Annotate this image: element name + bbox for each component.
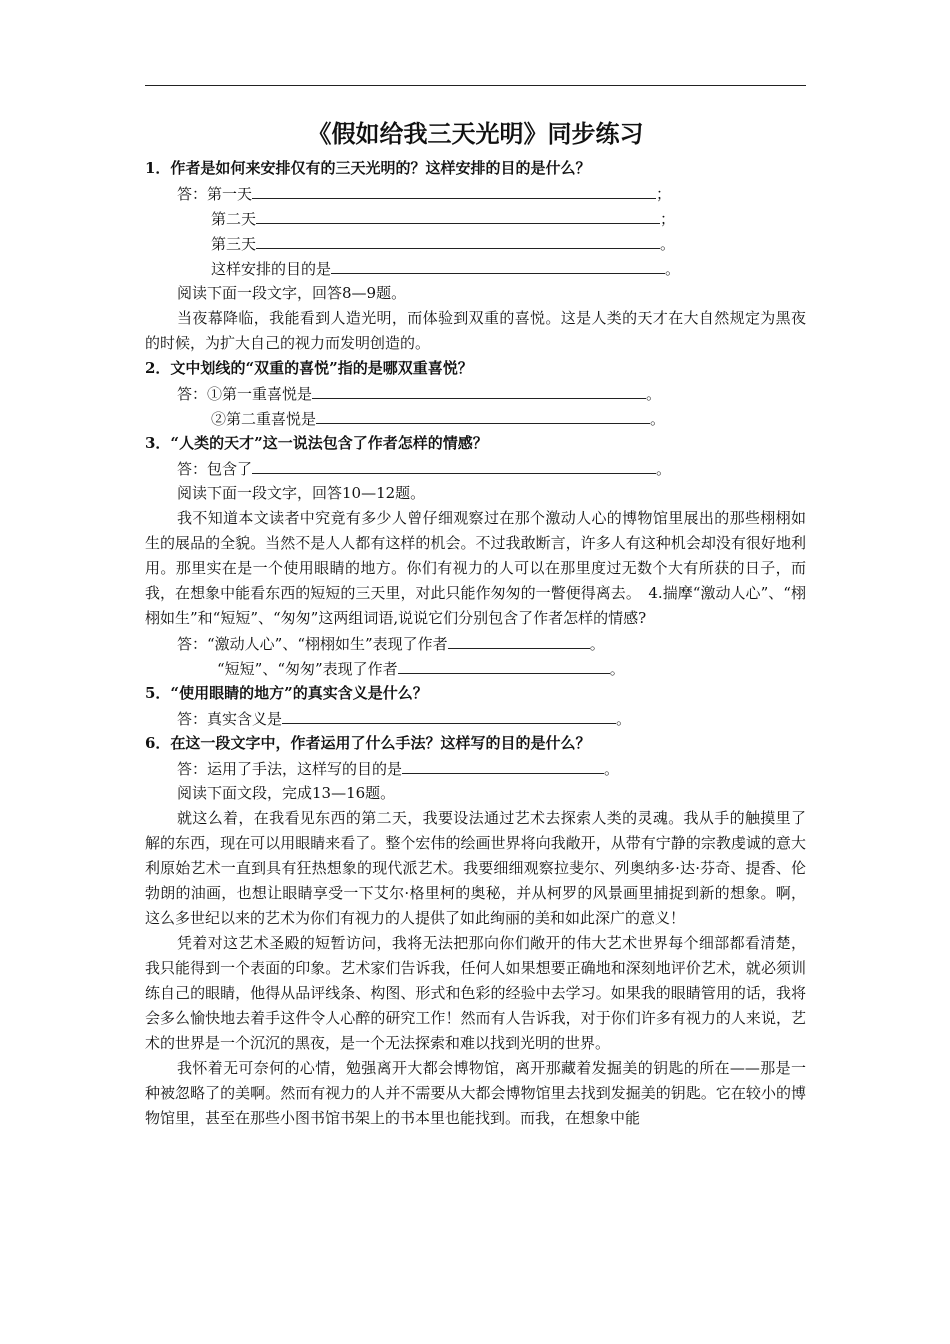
answer-blank[interactable]: [256, 206, 660, 224]
answer-line-q6: 答：运用了手法，这样写的目的是 。: [145, 756, 806, 781]
question-6: 6．在这一段文字中，作者运用了什么手法？这样写的目的是什么？: [145, 734, 591, 752]
question-5: 5．“使用眼睛的地方”的真实含义是什么？: [145, 684, 428, 702]
passage-3-paragraph-2: 凭着对这艺术圣殿的短暂访问，我将无法把那向你们敞开的伟大艺术世界每个细部都看清楚，我只能得到一个表面的印象。艺术家们告诉我，任何人如果想要正确地和深刻地评价艺术，就必须训练自己的眼睛，他得从品评线条、构图、形式和色彩的经验中去学习。如果我的眼睛管用的话，我将会多么愉快地去着手这件令人心醉的研究工作！然而有人告诉我，对于你们许多有视力的人来说，艺术的世界是一个沉沉的黑夜，是一个无法探索和难以找到光明的世界。: [145, 934, 806, 1052]
answer-line-q4-first: 答：“激动人心”、“栩栩如生”表现了作者 。: [145, 631, 806, 656]
answer-blank[interactable]: [398, 656, 610, 674]
question-3: 3．“人类的天才”这一说法包含了作者怎样的情感？: [145, 434, 488, 452]
answer-blank[interactable]: [402, 756, 604, 774]
answer-line-q5: 答：真实含义是 。: [145, 706, 806, 731]
reading-intro-2: 阅读下面一段文字，回答10—12题。: [177, 484, 426, 502]
question-2: 2．文中划线的“双重的喜悦”指的是哪双重喜悦？: [145, 359, 473, 377]
answer-blank[interactable]: [252, 181, 656, 199]
answer-blank[interactable]: [252, 456, 656, 474]
answer-blank[interactable]: [256, 231, 660, 249]
header-rule: [145, 85, 806, 86]
answer-blank[interactable]: [312, 381, 646, 399]
answer-blank[interactable]: [448, 631, 590, 649]
passage-3-paragraph-1: 就这么着，在我看见东西的第二天，我要设法通过艺术去探索人类的灵魂。我从手的触摸里了解的东西，现在可以用眼睛来看了。整个宏伟的绘画世界将向我敞开，从带有宁静的宗教虔诚的意大利原始艺术一直到具有狂热想象的现代派艺术。我要细细观察拉斐尔、列奥纳多·达·芬奇、提香、伦勃朗的油画，也想让眼睛享受一下艾尔·格里柯的奥秘，并从柯罗的风景画里捕捉到新的想象。啊，这么多世纪以来的艺术为你们有视力的人提供了如此绚丽的美和如此深广的意义！: [145, 809, 806, 927]
reading-intro-1: 阅读下面一段文字，回答8—9题。: [177, 284, 407, 302]
page-title: 《假如给我三天光明》同步练习: [307, 119, 644, 148]
answer-line-day2: 第二天 ；: [145, 206, 806, 231]
answer-blank[interactable]: [316, 406, 650, 424]
passage-2: 我不知道本文读者中究竟有多少人曾仔细观察过在那个激动人心的博物馆里展出的那些栩栩如生的展品的全貌。当然不是人人都有这样的机会。不过我敢断言，许多人有这种机会却没有很好地利用。那里实在是一个使用眼睛的地方。你们有视力的人可以在那里度过无数个大有所获的日子，而我，在想象中能看东西的短短的三天里，对此只能作匆匆的一瞥便得离去。 4.揣摩“激动人心”、“栩栩如生”和“短短”、“匆匆”这两组词语,说说它们分别包含了作者怎样的情感?: [145, 509, 806, 627]
question-1: 1．作者是如何来安排仅有的三天光明的？这样安排的目的是什么？: [145, 159, 591, 177]
answer-line-q4-second: “短短”、“匆匆”表现了作者 。: [145, 656, 806, 681]
reading-intro-3: 阅读下面文段，完成13—16题。: [177, 784, 396, 802]
answer-blank[interactable]: [282, 706, 616, 724]
worksheet: [145, 118, 806, 1131]
answer-line-q2-first: 答：①第一重喜悦是 。: [145, 381, 806, 406]
answer-line-day1: 答：第一天 ；: [145, 181, 806, 206]
answer-blank[interactable]: [331, 256, 665, 274]
passage-1: 当夜幕降临，我能看到人造光明，而体验到双重的喜悦。这是人类的天才在大自然规定为黑夜的时候，为扩大自己的视力而发明创造的。: [145, 309, 806, 352]
passage-3-paragraph-3: 我怀着无可奈何的心情，勉强离开大都会博物馆，离开那藏着发掘美的钥匙的所在——那是一种被忽略了的美啊。然而有视力的人并不需要从大都会博物馆里去找到发掘美的钥匙。它在较小的博物馆里，甚至在那些小图书馆书架上的书本里也能找到。而我，在想象中能: [145, 1059, 806, 1127]
answer-line-q3: 答：包含了 。: [145, 456, 806, 481]
answer-line-q2-second: ②第二重喜悦是 。: [145, 406, 806, 431]
answer-line-purpose: 这样安排的目的是 。: [145, 256, 806, 281]
answer-line-day3: 第三天 。: [145, 231, 806, 256]
